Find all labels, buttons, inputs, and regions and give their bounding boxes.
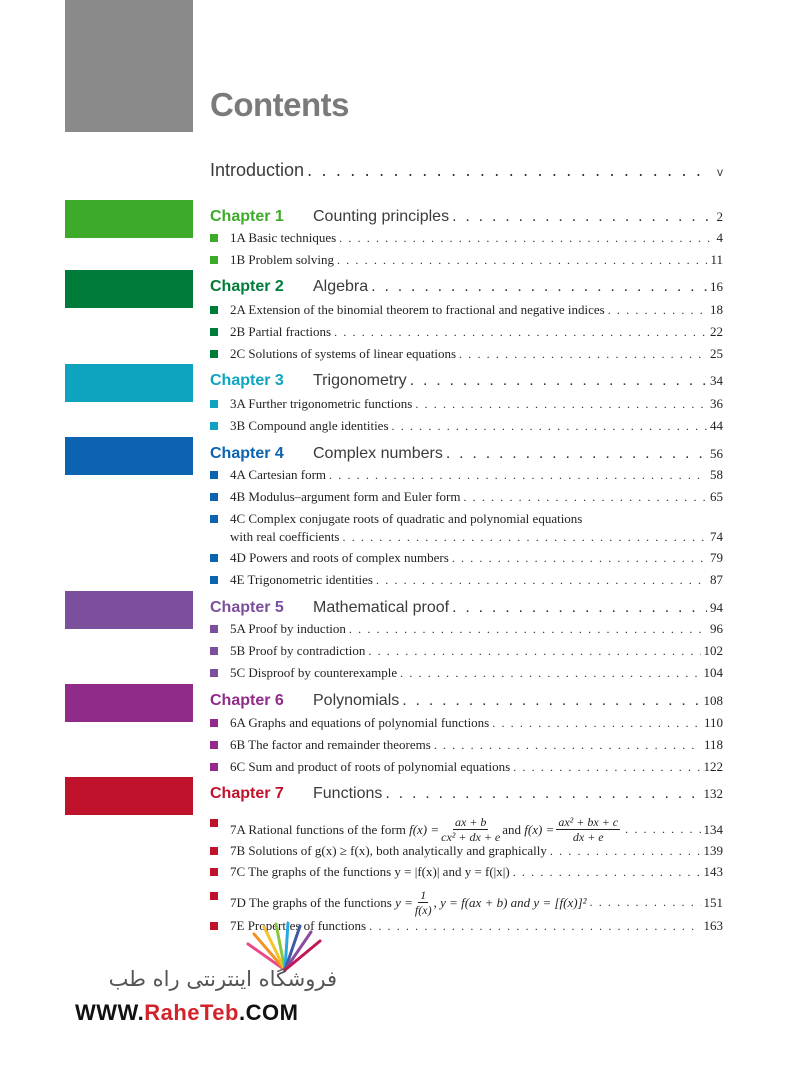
watermark-persian: فروشگاه اینترنتی راه طب (108, 967, 337, 991)
dot-leader (434, 738, 701, 753)
dot-leader (513, 760, 700, 775)
dot-leader (446, 445, 707, 463)
dot-leader (368, 644, 700, 659)
section-label: 1B Problem solving (230, 252, 335, 267)
dot-leader (608, 303, 707, 318)
toc-chapter-row[interactable] (210, 785, 723, 803)
toc-chapter-row[interactable] (210, 599, 723, 617)
chapter-name: Polynomials (313, 692, 400, 709)
section-label: 4D Powers and roots of complex numbers (230, 550, 449, 565)
fraction-denominator-2: dx + e (572, 830, 604, 844)
fraction-numerator: ax + b (454, 815, 487, 829)
chapter-number: Chapter 1 (210, 208, 284, 225)
chapter-color-bar (65, 777, 193, 815)
section-bullet-icon (210, 400, 218, 408)
dot-leader (334, 325, 707, 340)
section-label: 7E Properties of functions (230, 918, 367, 933)
dot-leader (307, 160, 710, 181)
section-page: 110 (703, 715, 723, 730)
section-page: 36 (710, 396, 723, 411)
section-page: 134 (703, 821, 723, 837)
section-bullet-icon (210, 741, 218, 749)
toc-chapter-row[interactable] (210, 445, 723, 463)
section-label: 7D The graphs of the functions (230, 894, 392, 910)
section-bullet-icon (210, 719, 218, 727)
toc-section-row[interactable] (230, 550, 723, 566)
section-page: 79 (710, 550, 723, 565)
toc-section-row[interactable] (230, 252, 723, 268)
page-title: Contents (210, 86, 349, 123)
section-bullet-icon (210, 234, 218, 242)
url-brand: RaheTeb (144, 1000, 239, 1025)
chapter-color-bar (65, 591, 193, 629)
dot-leader (400, 666, 700, 681)
section-label: 4C Complex conjugate roots of quadratic and polynomial equations (230, 511, 583, 526)
toc-section-row[interactable] (230, 324, 723, 340)
dot-leader (492, 716, 701, 731)
dot-leader (329, 468, 707, 483)
chapter-number: Chapter 2 (210, 278, 284, 295)
toc-chapter-row[interactable] (210, 692, 723, 710)
section-page: 74 (710, 529, 723, 544)
section-bullet-icon (210, 422, 218, 430)
section-page: 143 (703, 864, 723, 879)
toc-chapter-row[interactable] (210, 372, 723, 390)
chapter-name: Counting principles (313, 208, 450, 225)
dot-leader (371, 278, 707, 296)
chapter-number: Chapter 3 (210, 372, 284, 389)
fraction-denominator: f(x) (414, 903, 432, 917)
chapter-name: Trigonometry (313, 372, 407, 389)
section-label: 7A Rational functions of the form (230, 821, 406, 837)
chapter-page: 94 (710, 600, 723, 615)
section-bullet-icon (210, 922, 218, 930)
section-label: 2C Solutions of systems of linear equations (230, 346, 457, 361)
toc-section-row[interactable] (230, 418, 723, 434)
chapter-name: Complex numbers (313, 445, 443, 462)
section-label: 5A Proof by induction (230, 621, 346, 636)
section-bullet-icon (210, 669, 218, 677)
dot-leader (402, 692, 700, 710)
chapter-page: 2 (716, 209, 723, 224)
header-gray-block (65, 0, 193, 132)
chapter-color-bar (65, 364, 193, 402)
chapter-page: 34 (710, 373, 723, 388)
section-label: 3A Further trigonometric functions (230, 396, 413, 411)
chapter-color-bar (65, 270, 193, 308)
chapter-color-bar (65, 684, 193, 722)
chapter-number: Chapter 5 (210, 599, 284, 616)
dot-leader (349, 622, 707, 637)
section-page: 4 (716, 230, 723, 245)
section-page: 58 (710, 467, 723, 482)
dot-leader (410, 372, 707, 390)
section-page: 22 (710, 324, 723, 339)
section-bullet-icon (210, 868, 218, 876)
toc-section-row[interactable] (230, 864, 723, 880)
section-bullet-icon (210, 328, 218, 336)
dot-leader (452, 551, 707, 566)
section-bullet-icon (210, 763, 218, 771)
toc-section-row[interactable] (230, 467, 723, 483)
toc-section-row[interactable] (230, 346, 723, 362)
section-bullet-icon (210, 625, 218, 633)
section-bullet-icon (210, 471, 218, 479)
chapter-number: Chapter 7 (210, 785, 284, 802)
chapter-page: 108 (703, 693, 723, 708)
toc-section-row[interactable] (230, 665, 723, 681)
section-label: 6C Sum and product of roots of polynomial equations (230, 759, 511, 774)
chapter-color-bar (65, 200, 193, 238)
section-page: 25 (710, 346, 723, 361)
section-page: 96 (710, 621, 723, 636)
fraction-denominator: cx² + dx + e (441, 830, 501, 844)
introduction-page: v (717, 165, 723, 179)
section-bullet-icon (210, 576, 218, 584)
section-bullet-icon (210, 892, 218, 900)
chapter-number: Chapter 6 (210, 692, 284, 709)
toc-section-row[interactable] (230, 643, 723, 659)
dot-leader (452, 208, 710, 226)
fraction-2 (556, 815, 620, 844)
dot-leader (369, 919, 700, 934)
chapter-page: 132 (703, 786, 723, 801)
section-label: 2B Partial fractions (230, 324, 332, 339)
section-label: 4E Trigonometric identities (230, 572, 373, 587)
toc-section-row[interactable] (230, 230, 723, 246)
section-label: 4A Cartesian form (230, 467, 327, 482)
dot-leader (337, 253, 707, 268)
toc-section-row[interactable] (230, 843, 723, 859)
toc-section-row-continued[interactable] (230, 529, 723, 545)
section-page: 87 (710, 572, 723, 587)
chapter-page: 56 (710, 446, 723, 461)
chapter-name: Mathematical proof (313, 599, 450, 616)
toc-chapter-row[interactable] (210, 208, 723, 226)
raheteb-logo-icon (240, 922, 330, 972)
fraction-numerator: 1 (420, 888, 427, 902)
section-label: 4B Modulus–argument form and Euler form (230, 489, 461, 504)
section-bullet-icon (210, 647, 218, 655)
dot-leader (625, 822, 700, 837)
chapter-name: Functions (313, 785, 383, 802)
toc-section-row[interactable] (230, 815, 723, 844)
section-bullet-icon (210, 554, 218, 562)
section-page: 163 (703, 918, 723, 933)
dot-leader (590, 895, 701, 910)
introduction-label: Introduction (210, 160, 305, 180)
section-label: 5C Disproof by counterexample (230, 665, 398, 680)
section-label: 6B The factor and remainder theorems (230, 737, 431, 752)
toc-section-row[interactable] (230, 759, 723, 775)
dot-leader (415, 397, 707, 412)
section-label: 5B Proof by contradiction (230, 643, 366, 658)
section-label: 1A Basic techniques (230, 230, 337, 245)
section-page: 44 (710, 418, 723, 433)
toc-section-row[interactable] (230, 489, 723, 505)
toc-section-row[interactable] (230, 396, 723, 412)
fraction (441, 815, 500, 844)
chapter-name: Algebra (313, 278, 369, 295)
toc-section-row[interactable] (230, 737, 723, 753)
formula-lhs: f(x) = (409, 821, 440, 837)
formula-lhs: y = (395, 894, 413, 910)
dot-leader (385, 785, 700, 803)
section-page: 122 (703, 759, 723, 774)
toc-section-row[interactable] (230, 715, 723, 731)
watermark-url[interactable] (75, 1000, 298, 1026)
section-bullet-icon (210, 493, 218, 501)
section-label: 6A Graphs and equations of polynomial functions (230, 715, 490, 730)
toc-section-row[interactable] (230, 888, 723, 917)
section-label: 2A Extension of the binomial theorem to fractional and negative indices (230, 302, 605, 317)
chapter-color-bar (65, 437, 193, 475)
dot-leader (343, 530, 708, 545)
section-page: 118 (703, 737, 723, 752)
section-label-continued: with real coefficients (230, 529, 340, 544)
dot-leader (452, 599, 707, 617)
dot-leader (550, 844, 701, 859)
toc-chapter-row[interactable] (210, 278, 723, 296)
section-page: 65 (710, 489, 723, 504)
fraction (415, 888, 432, 917)
url-suffix: .COM (238, 1000, 299, 1025)
dot-leader (376, 573, 707, 588)
chapter-number: Chapter 4 (210, 445, 284, 462)
section-page: 151 (703, 894, 723, 910)
section-bullet-icon (210, 350, 218, 358)
dot-leader (339, 231, 710, 246)
section-bullet-icon (210, 819, 218, 827)
dot-leader (459, 347, 707, 362)
section-page: 139 (703, 843, 723, 858)
toc-introduction[interactable] (210, 160, 723, 181)
toc-section-row[interactable] (230, 621, 723, 637)
toc-section-row[interactable] (230, 511, 723, 527)
toc-section-row[interactable] (230, 572, 723, 588)
chapter-page: 16 (710, 279, 723, 294)
fraction-numerator-2: ax² + bx + c (558, 815, 619, 829)
section-page: 18 (710, 302, 723, 317)
formula-lhs-2: f(x) = (524, 821, 555, 837)
section-bullet-icon (210, 306, 218, 314)
section-bullet-icon (210, 847, 218, 855)
section-bullet-icon (210, 515, 218, 523)
section-label: 3B Compound angle identities (230, 418, 389, 433)
formula-and: and (502, 821, 522, 837)
dot-leader (463, 490, 707, 505)
dot-leader (392, 419, 707, 434)
section-label: 7B Solutions of g(x) ≥ f(x), both analytically and graphically (230, 843, 547, 858)
section-page: 104 (703, 665, 723, 680)
section-page: 102 (703, 643, 723, 658)
toc-section-row[interactable] (230, 302, 723, 318)
dot-leader (513, 865, 701, 880)
section-page: 11 (710, 252, 723, 267)
section-label: 7C The graphs of the functions y = |f(x)| and y = f(|x|) (230, 864, 510, 879)
formula-rest: , y = f(ax + b) and y = [f(x)]² (433, 894, 587, 910)
url-prefix: WWW. (75, 1000, 145, 1025)
section-bullet-icon (210, 256, 218, 264)
